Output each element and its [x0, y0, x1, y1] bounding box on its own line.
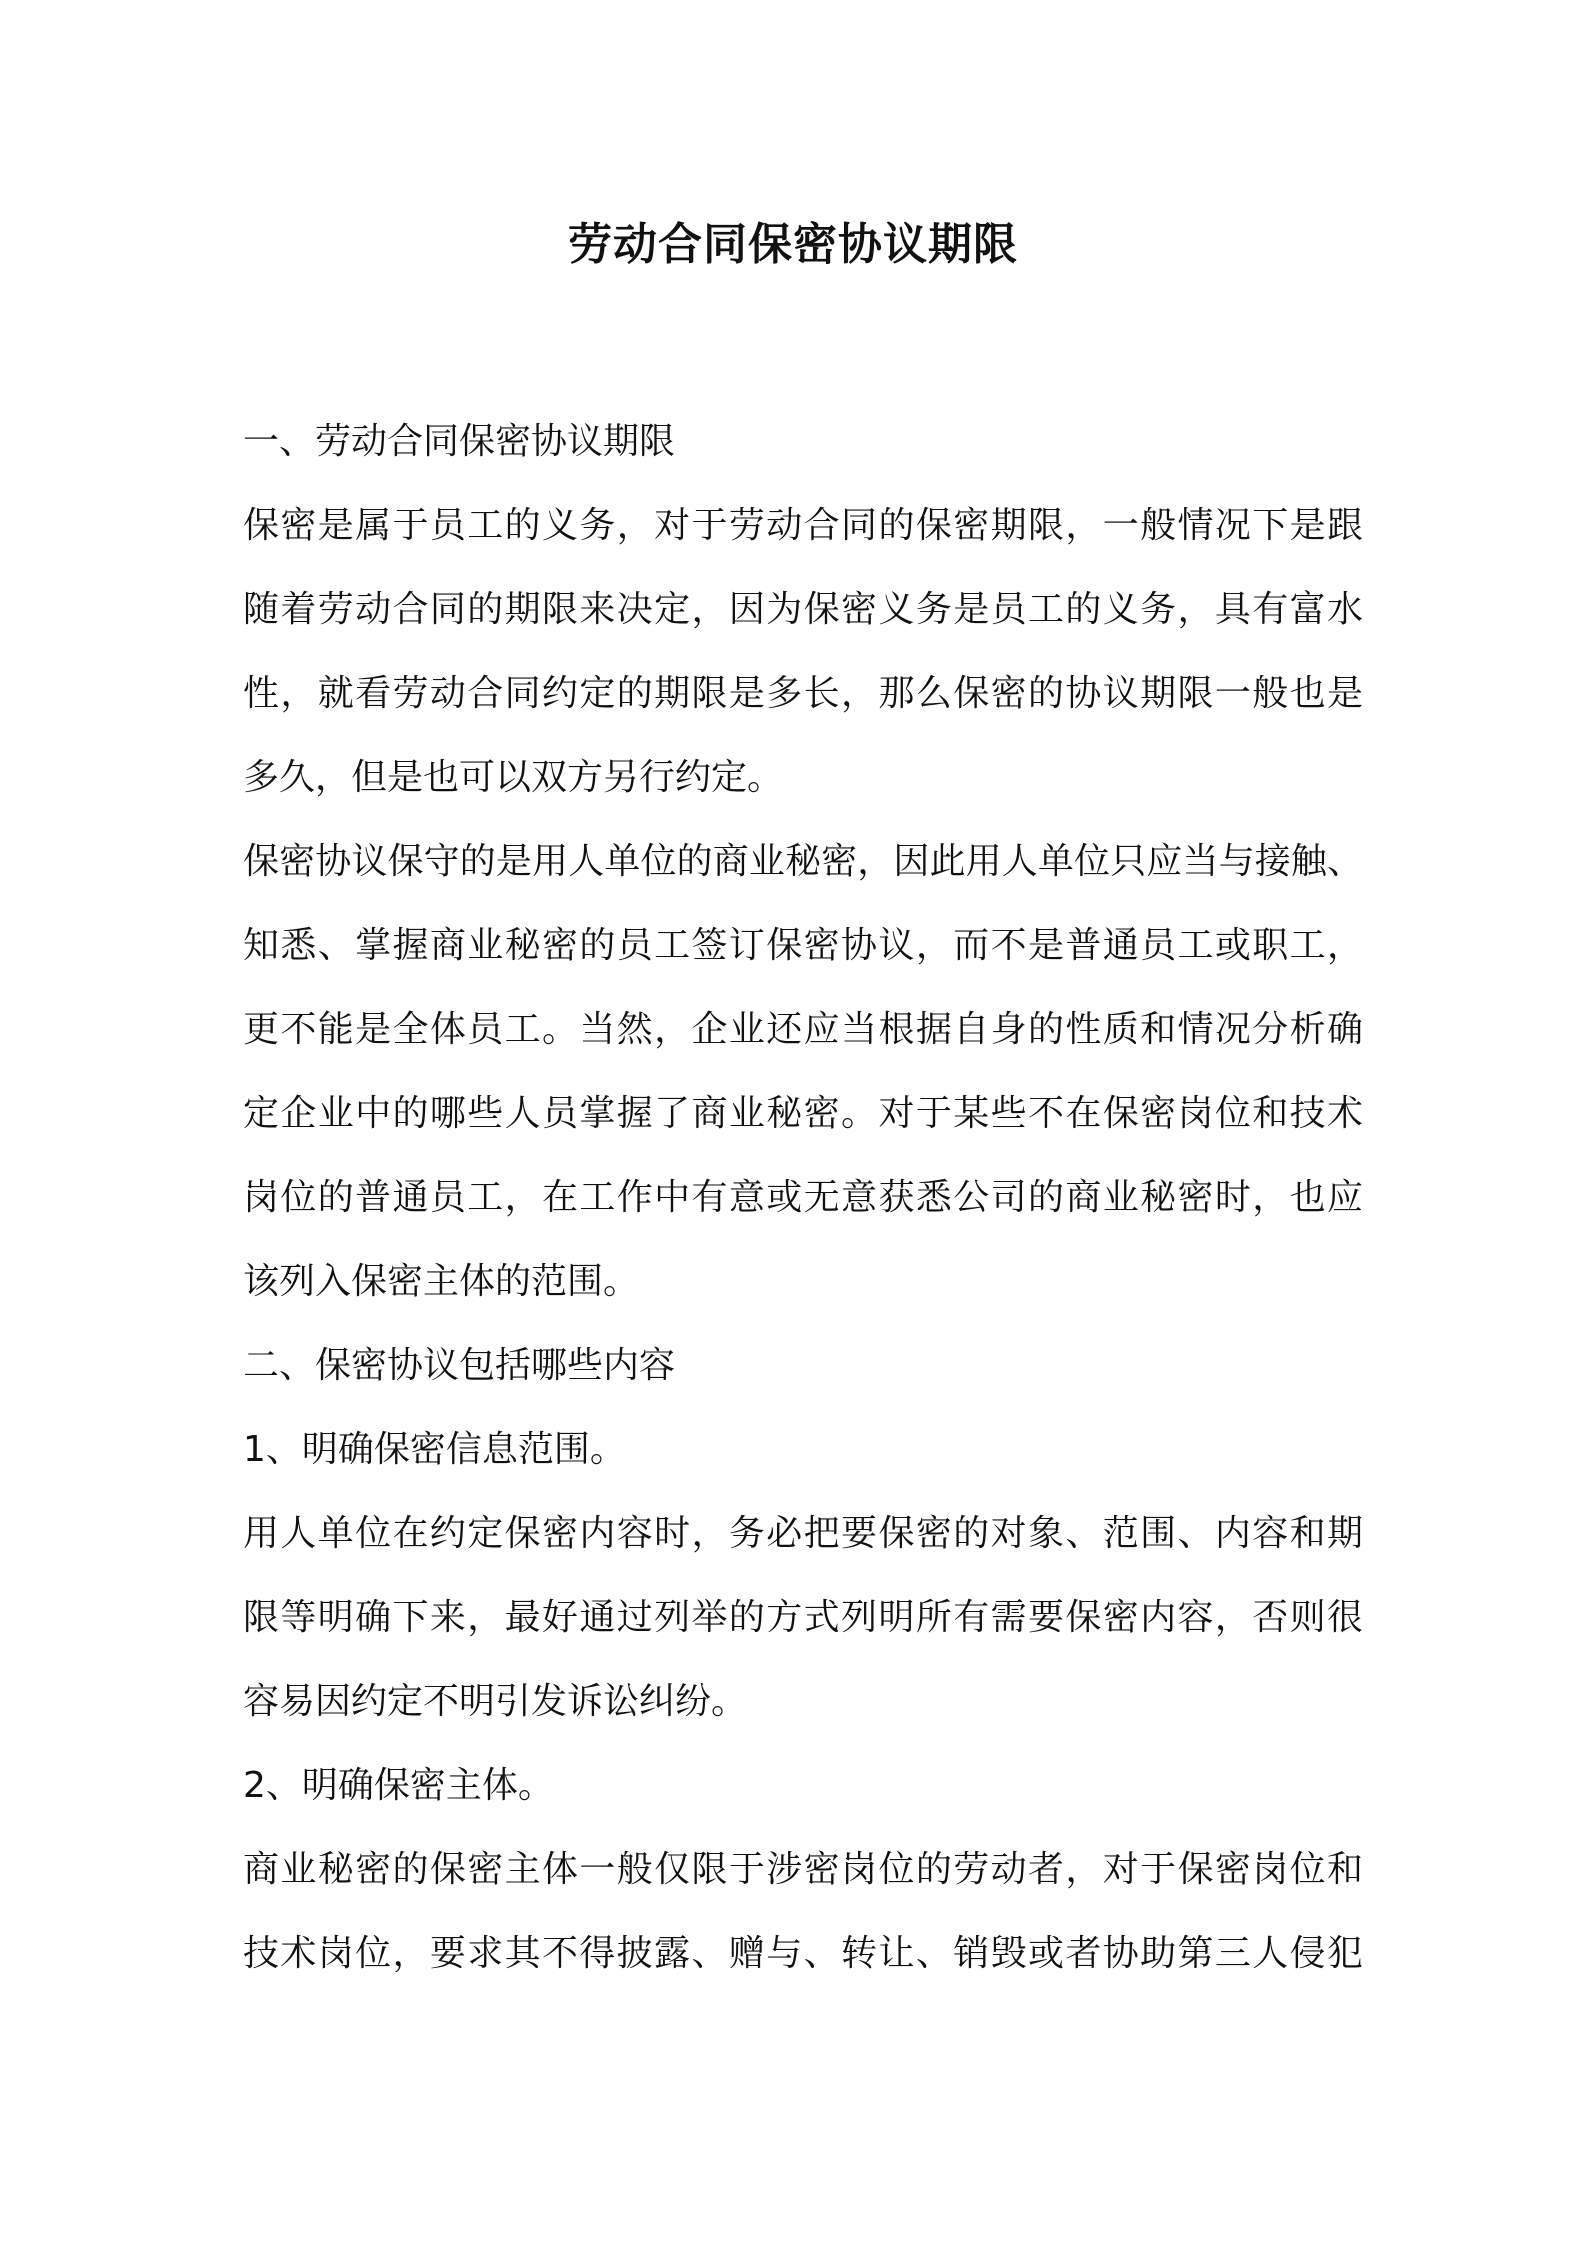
- paragraph-1-line-4: 多久，但是也可以双方另行约定。: [243, 757, 784, 798]
- paragraph-2-line-4: 定企业中的哪些人员掌握了商业秘密。对于某些不在保密岗位和技术: [243, 1093, 1363, 1134]
- document-body: [243, 400, 1363, 1996]
- paragraph-1-line-2: 随着劳动合同的期限来决定，因为保密义务是员工的义务，具有富水: [243, 589, 1363, 630]
- paragraph-3-line-3: 容易因约定不明引发诉讼纠纷。: [243, 1681, 748, 1722]
- paragraph-4-line-1: 商业秘密的保密主体一般仅限于涉密岗位的劳动者，对于保密岗位和: [243, 1849, 1363, 1890]
- paragraph-2-line-2: 知悉、掌握商业秘密的员工签订保密协议，而不是普通员工或职工，: [243, 925, 1363, 966]
- paragraph-2-line-5: 岗位的普通员工，在工作中有意或无意获悉公司的商业秘密时，也应: [243, 1177, 1363, 1218]
- paragraph-1-line-3: 性，就看劳动合同约定的期限是多长，那么保密的协议期限一般也是: [243, 673, 1363, 714]
- section-heading-1: 一、劳动合同保密协议期限: [243, 421, 676, 462]
- paragraph-2-line-6: 该列入保密主体的范围。: [243, 1261, 640, 1302]
- section-heading-2: 二、保密协议包括哪些内容: [243, 1345, 676, 1386]
- paragraph-1-line-1: 保密是属于员工的义务，对于劳动合同的保密期限，一般情况下是跟: [243, 505, 1363, 546]
- subheading-1: 1、明确保密信息范围。: [243, 1429, 626, 1470]
- document-title: 劳动合同保密协议期限: [568, 219, 1018, 270]
- paragraph-3-line-2: 限等明确下来，最好通过列举的方式列明所有需要保密内容，否则很: [243, 1597, 1363, 1638]
- paragraph-4-line-2: 技术岗位，要求其不得披露、赠与、转让、销毁或者协助第三人侵犯: [243, 1933, 1363, 1974]
- paragraph-3-line-1: 用人单位在约定保密内容时，务必把要保密的对象、范围、内容和期: [243, 1513, 1363, 1554]
- subheading-2: 2、明确保密主体。: [243, 1765, 554, 1806]
- paragraph-2-line-1: 保密协议保守的是用人单位的商业秘密，因此用人单位只应当与接触、: [243, 841, 1363, 882]
- paragraph-2-line-3: 更不能是全体员工。当然，企业还应当根据自身的性质和情况分析确: [243, 1009, 1363, 1050]
